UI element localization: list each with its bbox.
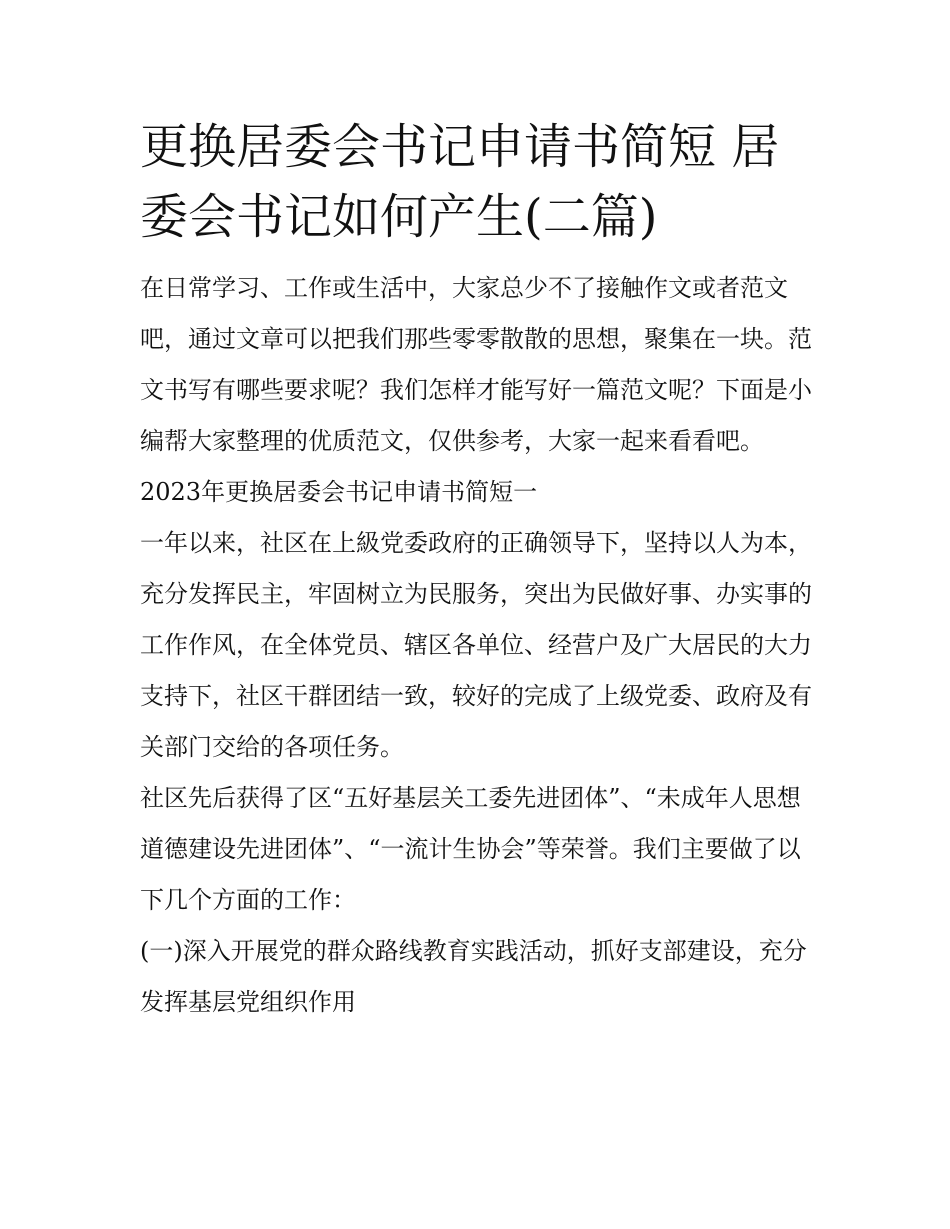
intro-paragraph: 在日常学习、工作或生活中，大家总少不了接触作文或者范文吧，通过文章可以把我们那些零零散散的思想，聚集在一块。范文书写有哪些要求呢？我们怎样才能写好一篇范文呢？下面是小编帮大家整理的优质范文，仅供参考，大家一起来看看吧。 bbox=[140, 274, 812, 455]
body-paragraph: 一年以来，社区在上級党委政府的正确领导下，坚持以人为本，充分发挥民主，牢固树立为民服务，突出为民做好事、办实事的工作作风，在全体党员、辖区各单位、经营户及广大居民的大力支持下，社区干群团结一致，较好的完成了上级党委、政府及有关部门交给的各项任务。 bbox=[140, 529, 812, 761]
body-paragraph: 社区先后获得了区“五好基层关工委先进团体”、“未成年人思想道德建设先进团体”、“一流计生协会”等荣誉。我们主要做了以下几个方面的工作： bbox=[140, 784, 801, 914]
document-title: 更换居委会书记申请书简短 居委会书记如何产生(二篇) bbox=[140, 119, 780, 245]
document-body bbox=[140, 112, 820, 1028]
section-heading: 2023年更换居委会书记申请书简短一 bbox=[140, 478, 538, 506]
body-paragraph: (一)深入开展党的群众路线教育实践活动，抓好支部建设，充分发挥基层党组织作用 bbox=[140, 937, 807, 1016]
